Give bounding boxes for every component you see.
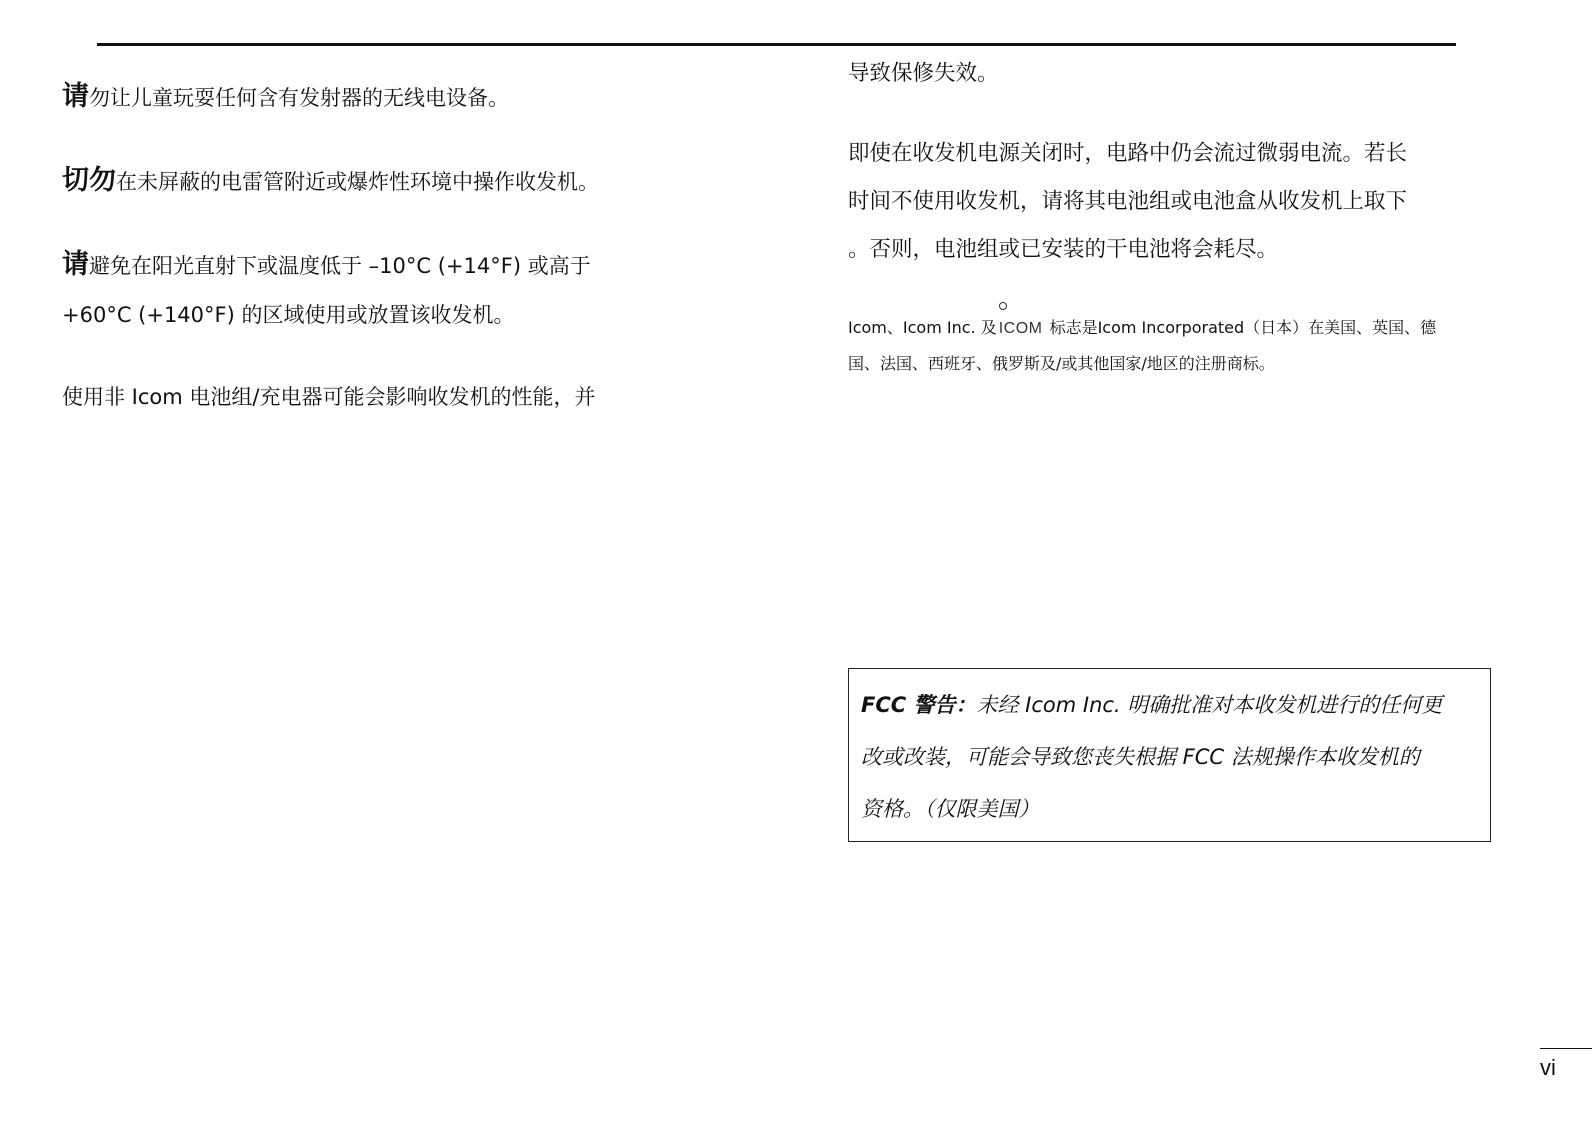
left-column: [62, 72, 742, 422]
paragraph-power-drain: [848, 130, 1494, 274]
logo-text: ICOM: [998, 320, 1043, 337]
trademark-notice: [848, 310, 1494, 381]
lead-word: 请: [62, 81, 89, 112]
paragraph-battery-warning: [62, 373, 742, 422]
paragraph-text-line1: 避免在阳光直射下或温度低于 –10°C (+14°F) 或高于: [89, 254, 591, 278]
fcc-line: [861, 679, 1478, 731]
trademark-text: Icom、Icom Inc. 及: [848, 318, 997, 337]
paragraph-text: 使用非 Icom 电池组/充电器可能会影响收发机的性能，并: [62, 385, 596, 409]
paragraph-text: 在未屏蔽的电雷管附近或爆炸性环境中操作收发机。: [116, 170, 599, 194]
fcc-line: 改或改装，可能会导致您丧失根据 FCC 法规操作本收发机的: [861, 745, 1420, 769]
right-column: [848, 50, 1494, 274]
fcc-label: FCC 警告：: [861, 693, 977, 717]
header-rule: [97, 43, 1456, 46]
icom-logo: [999, 311, 1043, 346]
lead-word: 请: [62, 249, 89, 280]
paragraph-children-warning: [62, 72, 742, 123]
paragraph-temperature-warning: [62, 240, 742, 340]
paragraph-line: 时间不使用收发机，请将其电池组或电池盒从收发机上取下: [848, 189, 1408, 214]
paragraph-battery-warning-continued: 导致保修失效。: [848, 61, 999, 86]
trademark-line: [848, 310, 1494, 346]
paragraph-line: 即使在收发机电源关闭时，电路中仍会流过微弱电流。若长: [848, 141, 1408, 166]
paragraph-detonator-warning: [62, 156, 742, 207]
page-number-rule: [1540, 1048, 1592, 1049]
lead-word: 切勿: [62, 165, 116, 196]
paragraph-text: 勿让儿童玩耍任何含有发射器的无线电设备。: [89, 86, 509, 110]
logo-dot-icon: [999, 302, 1007, 310]
fcc-line: 资格。（仅限美国）: [861, 797, 1040, 821]
fcc-text: 未经 Icom Inc. 明确批准对本收发机进行的任何更: [976, 693, 1443, 717]
page-number: vi: [1540, 1055, 1556, 1080]
fcc-warning-box: [848, 668, 1491, 842]
paragraph-text-line2: +60°C (+140°F) 的区域使用或放置该收发机。: [62, 303, 515, 327]
paragraph-line: 。否则，电池组或已安装的干电池将会耗尽。: [848, 237, 1279, 262]
trademark-line: 国、法国、西班牙、俄罗斯及/或其他国家/地区的注册商标。: [848, 354, 1275, 373]
trademark-text: 标志是Icom Incorporated（日本）在美国、英国、德: [1044, 318, 1437, 337]
